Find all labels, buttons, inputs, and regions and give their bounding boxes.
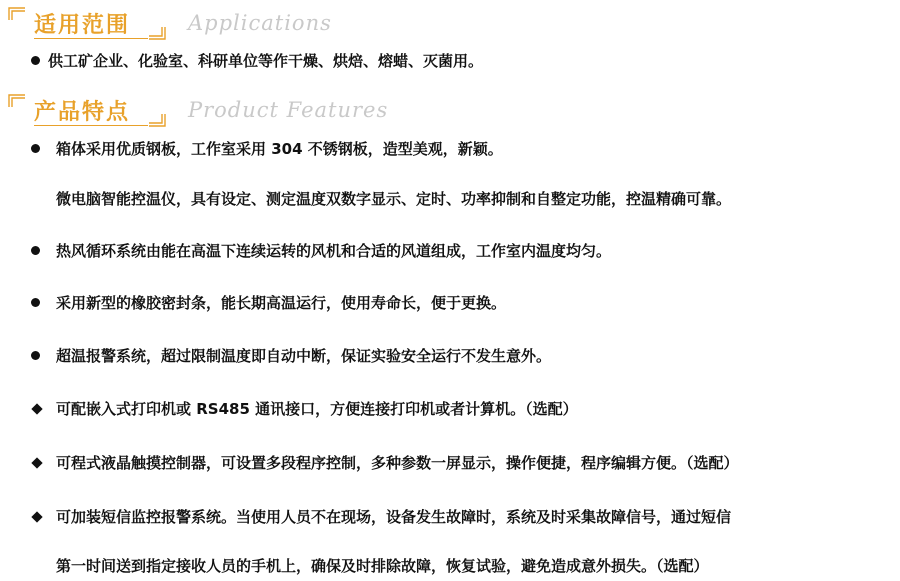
list-item — [0, 452, 900, 478]
bullet-diamond-icon — [30, 456, 44, 467]
corner-ornament-bottom-right-icon — [148, 113, 166, 127]
list-item — [0, 506, 900, 532]
title-underline — [34, 125, 148, 126]
section-title: 产品特点 — [34, 100, 131, 125]
corner-ornament-top-left-icon — [8, 7, 26, 21]
bullet-diamond-icon — [30, 510, 44, 521]
section-header-product-features — [8, 94, 608, 134]
item-text: 可配嵌入式打印机或 RS485 通讯接口，方便连接打印机或者计算机。（选配） — [56, 400, 578, 418]
item-text: 箱体采用优质钢板，工作室采用 304 不锈钢板，造型美观，新颖。 — [56, 140, 503, 158]
item-text: 超温报警系统，超过限制温度即自动中断，保证实验安全运行不发生意外。 — [56, 347, 552, 365]
item-text: 可加装短信监控报警系统。当使用人员不在现场，设备发生故障时，系统及时采集故障信号，通过短信 — [56, 508, 732, 526]
corner-ornament-bottom-right-icon — [148, 26, 166, 40]
list-item — [0, 345, 900, 371]
corner-ornament-top-left-icon — [8, 94, 26, 108]
item-text: 热风循环系统由能在高温下连续运转的风机和合适的风道组成，工作室内温度均匀。 — [56, 242, 612, 260]
bullet-diamond-icon — [30, 402, 44, 413]
section-subtitle: Applications — [188, 11, 332, 35]
item-text: 采用新型的橡胶密封条，能长期高温运行，使用寿命长，便于更换。 — [56, 294, 507, 312]
list-item — [0, 240, 900, 266]
bullet-dot-icon — [28, 54, 42, 65]
item-text: 微电脑智能控温仪，具有设定、测定温度双数字显示、定时、功率抑制和自整定功能，控温精确可靠。 — [56, 190, 732, 208]
section-subtitle: Product Features — [188, 98, 389, 122]
list-item — [0, 188, 900, 214]
bullet-dot-icon — [28, 349, 42, 360]
section-header-applications — [8, 7, 608, 47]
list-item — [0, 138, 900, 164]
title-underline — [34, 38, 148, 39]
list-item — [0, 292, 900, 318]
item-text: 可程式液晶触摸控制器，可设置多段程序控制，多种参数一屏显示，操作便捷，程序编辑方便。（选配） — [56, 454, 739, 472]
item-text: 第一时间送到指定接收人员的手机上，确保及时排除故障，恢复试验，避免造成意外损失。（选配） — [56, 557, 709, 575]
bullet-dot-icon — [28, 296, 42, 307]
list-item — [0, 398, 900, 424]
section-title: 适用范围 — [34, 13, 131, 38]
bullet-dot-icon — [28, 244, 42, 255]
item-text: 供工矿企业、化验室、科研单位等作干燥、烘焙、熔蜡、灭菌用。 — [48, 52, 484, 70]
bullet-dot-icon — [28, 142, 42, 153]
list-item-continuation — [0, 555, 900, 581]
list-item — [0, 50, 900, 76]
